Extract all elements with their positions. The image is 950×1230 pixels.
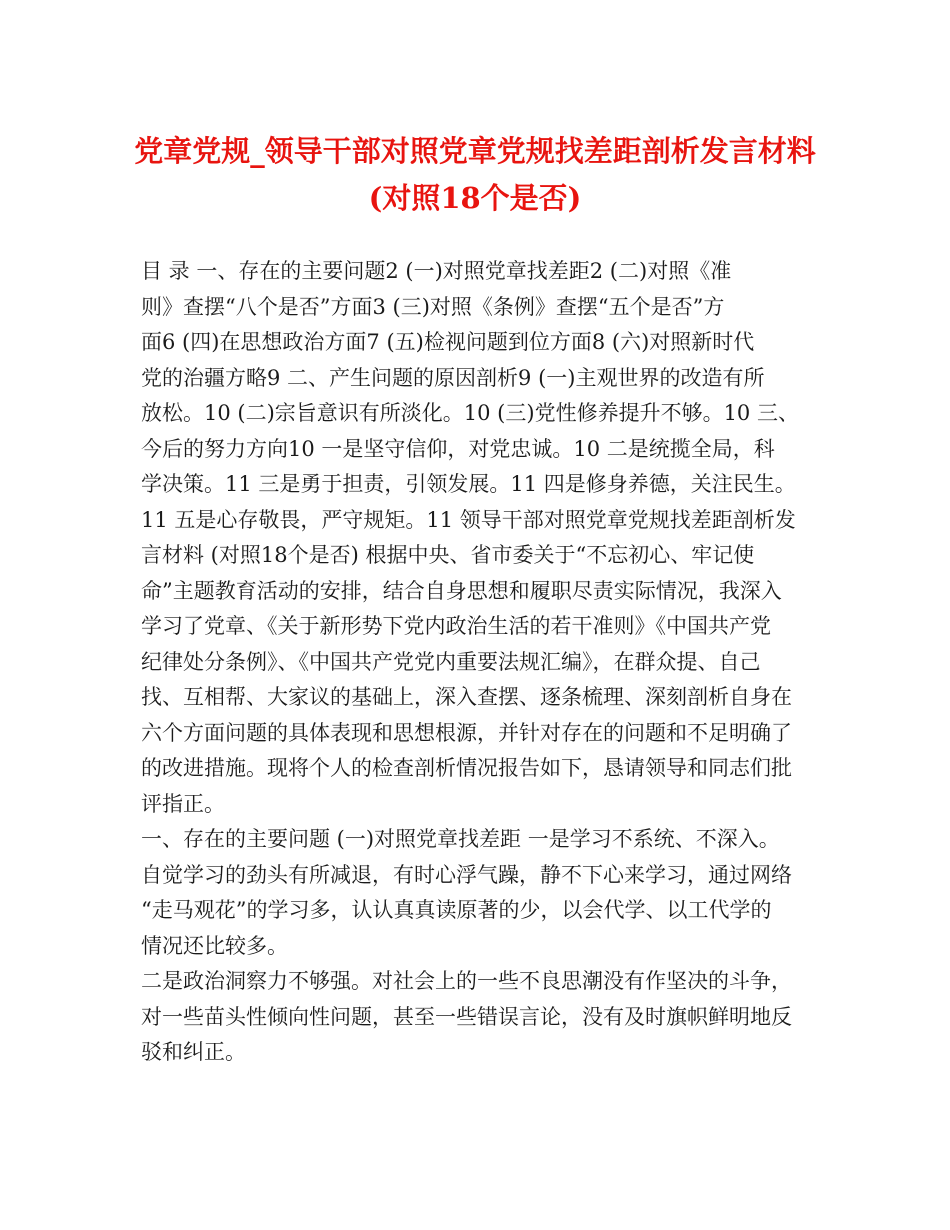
- body-text-line: 今后的努力方向10 一是坚守信仰，对党忠诚。10 二是统揽全局，科: [141, 437, 775, 461]
- body-text-line: 纪律处分条例》、《中国共产党党内重要法规汇编》，在群众提、自己: [141, 650, 761, 674]
- body-text-line: 命”主题教育活动的安排，结合自身思想和履职尽责实际情况，我深入: [141, 579, 782, 603]
- body-text-line: 的改进措施。现将个人的检查剖析情况报告如下，恳请领导和同志们批: [141, 756, 792, 780]
- body-text-line: 言材料 (对照18个是否) 根据中央、省市委关于“不忘初心、牢记使: [141, 543, 755, 567]
- body-text-line: 一、存在的主要问题 (一)对照党章找差距 一是学习不系统、不深入。: [141, 827, 780, 851]
- body-text-line: 则》查摆“八个是否”方面3 (三)对照《条例》查摆“五个是否”方: [141, 295, 725, 319]
- body-text-line: 学决策。11 三是勇于担责，引领发展。11 四是修身养德，关注民生。: [141, 472, 796, 496]
- document-title-line-2: (对照18个是否): [368, 181, 582, 215]
- body-text-line: 目 录 一、存在的主要问题2 (一)对照党章找差距2 (二)对照《准: [141, 259, 732, 283]
- body-text-line: 党的治疆方略9 二、产生问题的原因剖析9 (一)主观世界的改造有所: [141, 366, 765, 390]
- body-text-line: 对一些苗头性倾向性问题，甚至一些错误言论，没有及时旗帜鲜明地反: [141, 1005, 792, 1029]
- body-text-line: 驳和纠正。: [141, 1040, 246, 1064]
- body-text-line: 放松。10 (二)宗旨意识有所淡化。10 (三)党性修养提升不够。10 三、: [141, 401, 799, 425]
- document-title-line-1: 党章党规_领导干部对照党章党规找差距剖析发言材料: [134, 134, 816, 168]
- body-text-line: 自觉学习的劲头有所减退，有时心浮气躁，静不下心来学习，通过网络: [141, 863, 792, 887]
- body-text-line: “走马观花”的学习多，认认真真读原著的少，以会代学、以工代学的: [141, 898, 772, 922]
- body-text-line: 评指正。: [141, 792, 225, 816]
- body-text-line: 11 五是心存敬畏，严守规矩。11 领导干部对照党章党规找差距剖析发: [141, 508, 796, 532]
- body-text-line: 找、互相帮、大家议的基础上，深入查摆、逐条梳理、深刻剖析自身在: [141, 685, 792, 709]
- body-text-line: 六个方面问题的具体表现和思想根源，并针对存在的问题和不足明确了: [141, 721, 792, 745]
- body-text-line: 二是政治洞察力不够强。对社会上的一些不良思潮没有作坚决的斗争，: [141, 969, 792, 993]
- body-text-line: 情况还比较多。: [141, 934, 288, 958]
- body-text-line: 面6 (四)在思想政治方面7 (五)检视问题到位方面8 (六)对照新时代: [141, 330, 755, 354]
- body-text-line: 学习了党章、《关于新形势下党内政治生活的若干准则》《中国共产党: [141, 614, 771, 638]
